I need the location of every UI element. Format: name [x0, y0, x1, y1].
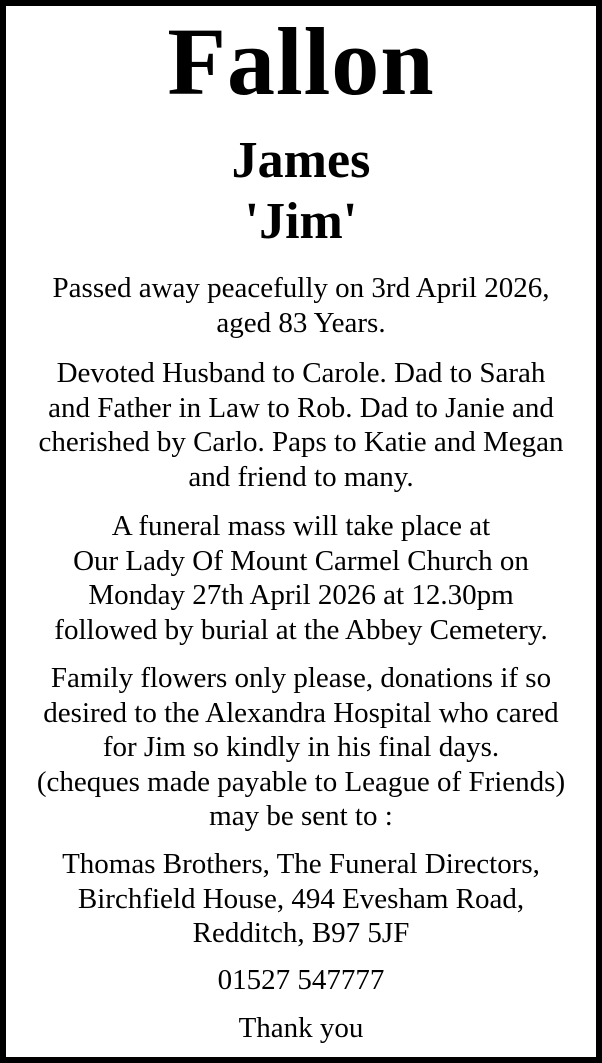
flowers-line: for Jim so kindly in his final days.: [102, 731, 500, 763]
given-name: James: [231, 132, 371, 189]
family-line: Devoted Husband to Carole. Dad to Sarah: [56, 357, 546, 389]
funeral-line: followed by burial at the Abbey Cemetery.: [54, 613, 548, 646]
director-line: Redditch, B97 5JF: [192, 917, 410, 949]
passing-line: aged 83 Years.: [216, 306, 386, 339]
closing-text: Thank you: [238, 1012, 364, 1044]
flowers-line: desired to the Alexandra Hospital who cared: [43, 696, 559, 729]
flowers-line: Family flowers only please, donations if so: [50, 662, 552, 694]
flowers-line: may be sent to :: [209, 800, 393, 832]
funeral-line: Our Lady Of Mount Carmel Church on: [73, 544, 529, 577]
family-line: and Father in Law to Rob. Dad to Janie and: [48, 391, 554, 424]
family-line: and friend to many.: [188, 460, 414, 493]
flowers-paragraph: [12, 661, 590, 834]
passing-line: Passed away peacefully on 3rd April 2026,: [52, 272, 550, 304]
funeral-line: A funeral mass will take place at: [111, 510, 491, 542]
flowers-line: (cheques made payable to League of Friends): [36, 765, 566, 798]
passing-paragraph: [12, 271, 590, 340]
family-line: cherished by Carlo. Paps to Katie and Megan: [38, 426, 564, 458]
nickname: 'Jim': [244, 193, 358, 250]
phone-number: 01527 547777: [217, 964, 385, 996]
funeral-line: Monday 27th April 2026 at 12.30pm: [88, 579, 514, 611]
surname-heading: Fallon: [167, 8, 435, 115]
funeral-director-address: [12, 847, 590, 951]
director-line: Birchfield House, 494 Evesham Road,: [77, 882, 525, 915]
director-line: Thomas Brothers, The Funeral Directors,: [62, 848, 540, 880]
funeral-paragraph: [12, 509, 590, 647]
family-paragraph: [12, 356, 590, 494]
